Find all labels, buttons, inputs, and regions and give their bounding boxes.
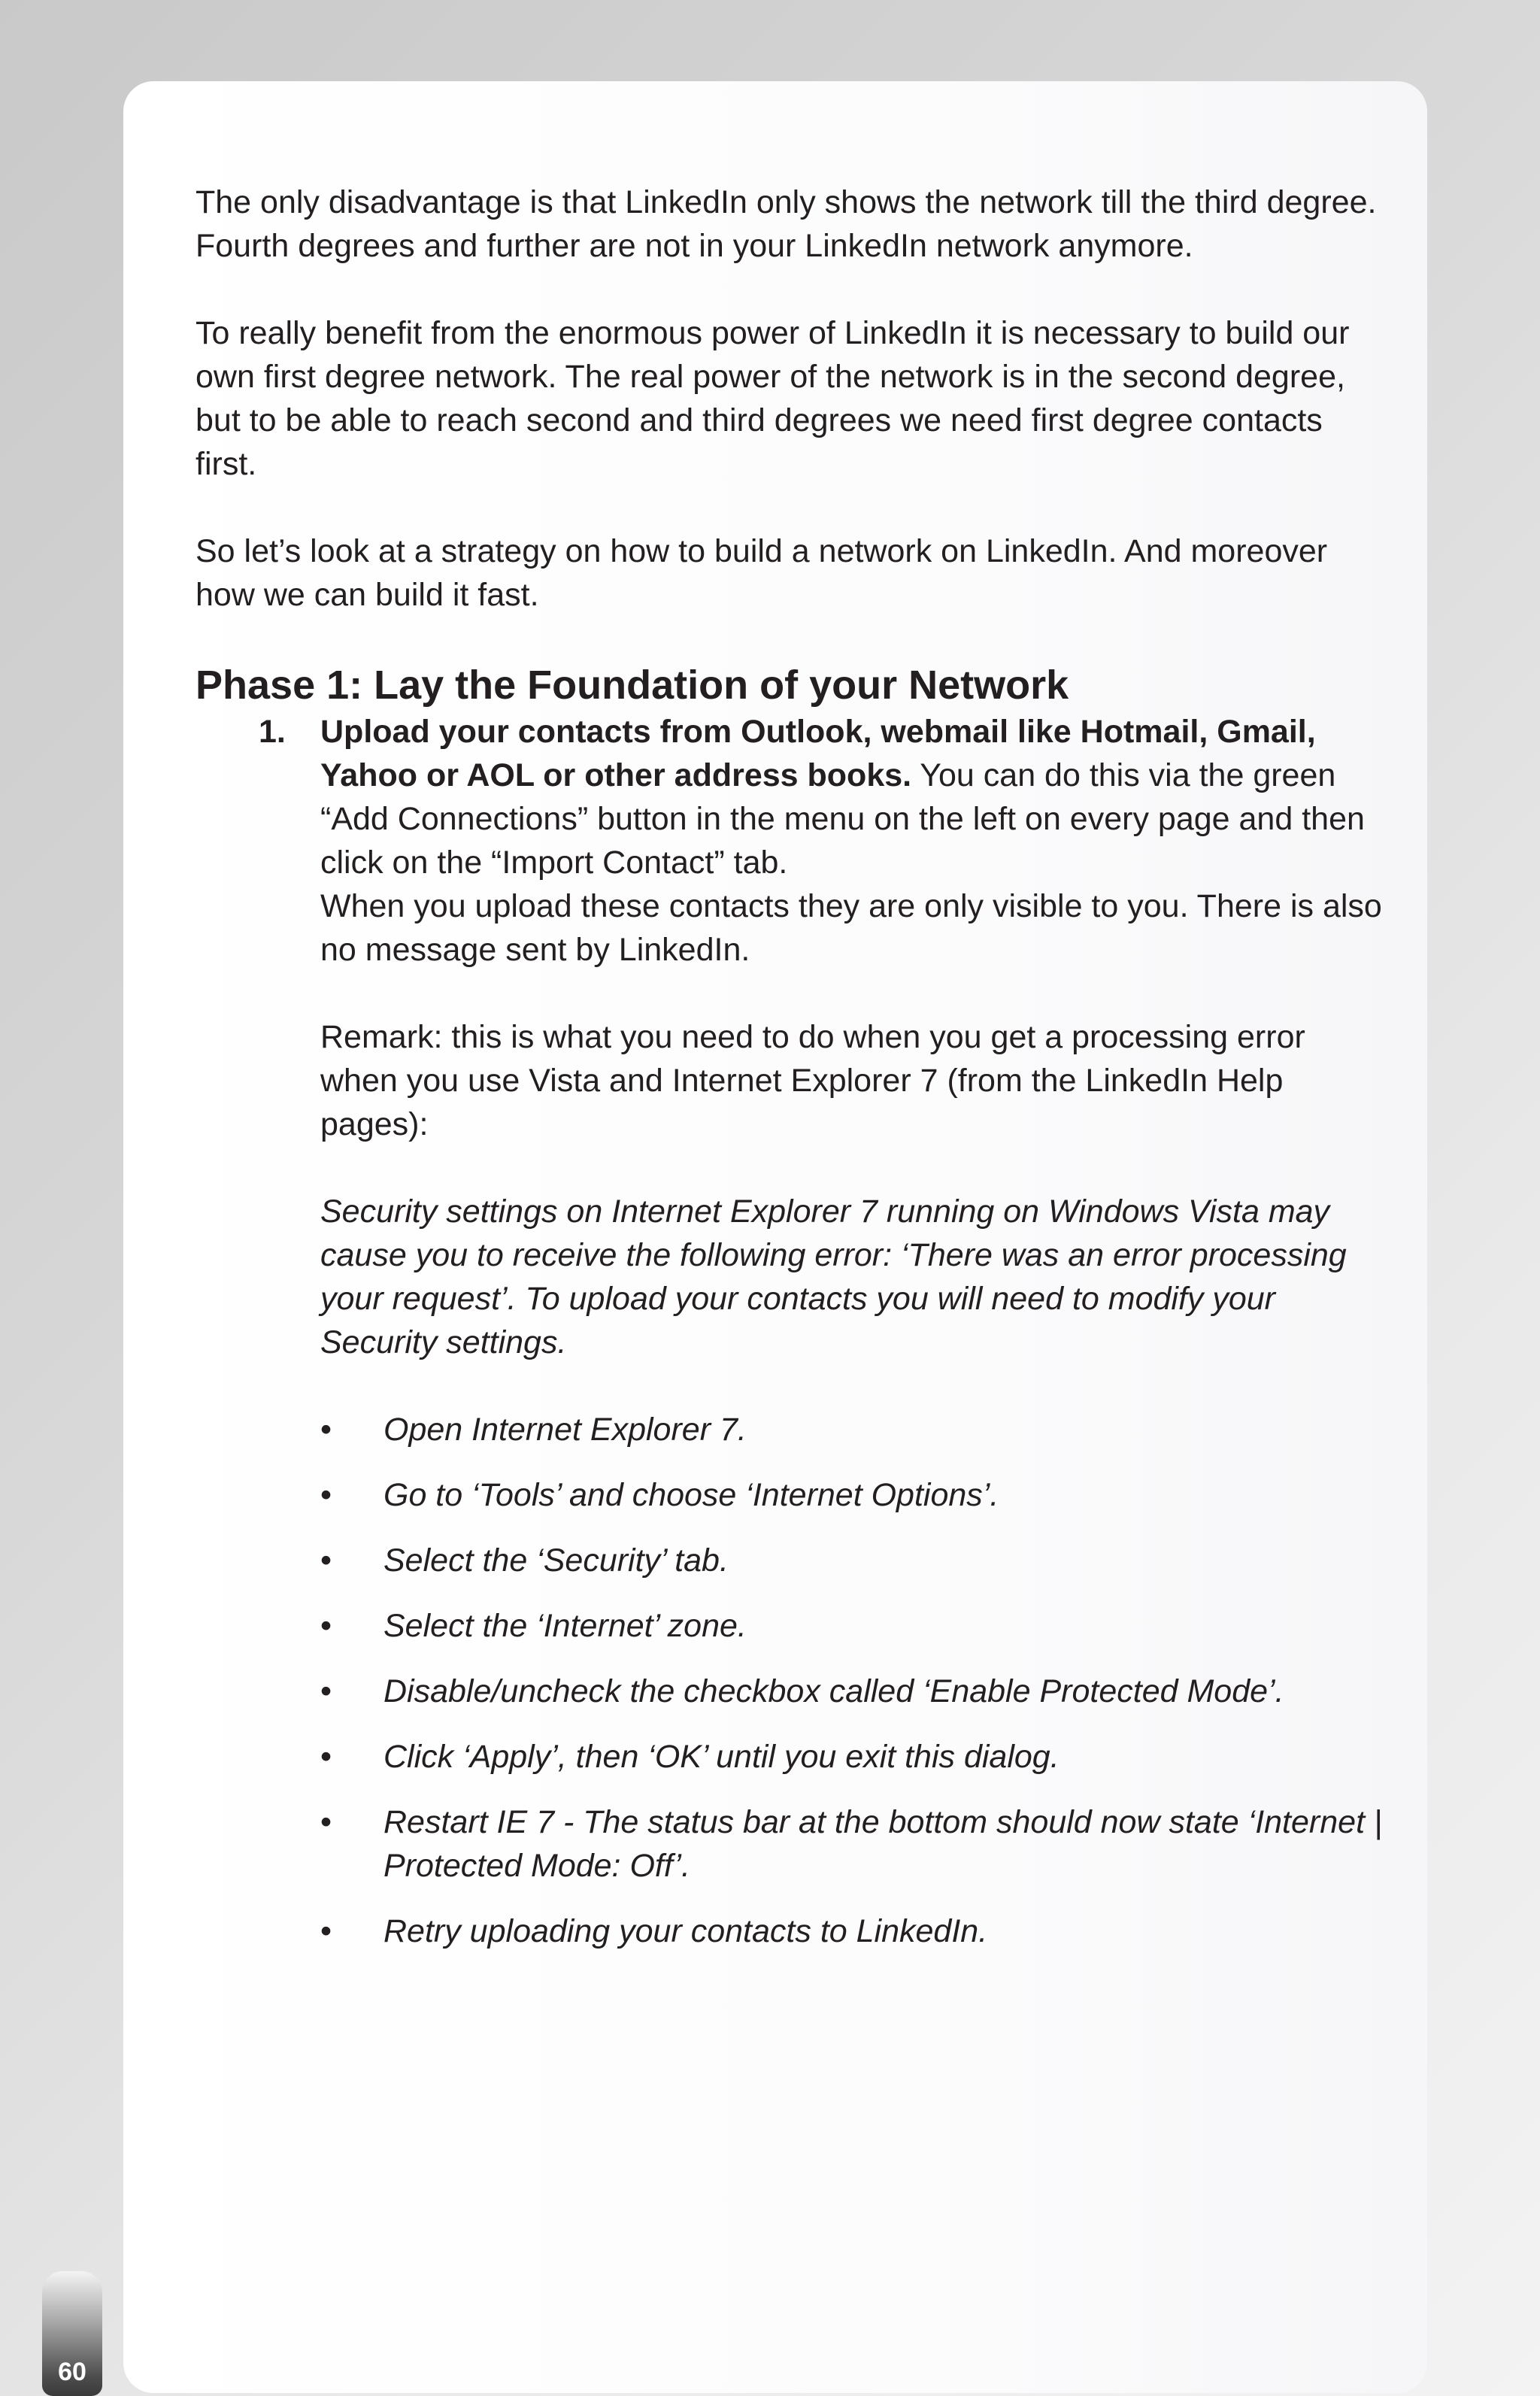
- item-bold-text: Upload your contacts from Outlook, webmail like Hotmail, Gmail, Yahoo or AOL or other address books.: [320, 714, 1316, 793]
- item-text: [320, 710, 1384, 884]
- bullet-icon: •: [320, 1412, 332, 1448]
- paragraph: So let’s look at a strategy on how to build a network on LinkedIn. And moreover how we can build it fast.: [196, 533, 1328, 613]
- list-item: • Select the ‘Internet’ zone.: [320, 1604, 1384, 1648]
- list-item: • Select the ‘Security’ tab.: [320, 1539, 1384, 1582]
- page-number-tab: [42, 2271, 102, 2396]
- bullet-icon: •: [320, 1673, 332, 1709]
- numbered-item: [196, 710, 1384, 1953]
- bullet-icon: •: [320, 1477, 332, 1513]
- list-item: • Retry uploading your contacts to LinkedIn.: [320, 1909, 1384, 1953]
- page-number: 60: [58, 2358, 86, 2386]
- list-item: • Disable/uncheck the checkbox called ‘Enable Protected Mode’.: [320, 1670, 1384, 1713]
- page-content: [196, 180, 1384, 1975]
- bullet-icon: •: [320, 1542, 332, 1579]
- item-number: 1.: [259, 714, 286, 750]
- bullet-icon: •: [320, 1804, 332, 1840]
- paragraph: The only disadvantage is that LinkedIn only shows the network till the third degree. Fourth degrees and further are not in your LinkedIn network anymore.: [196, 184, 1377, 264]
- bullet-icon: •: [320, 1608, 332, 1644]
- item-text-continued: When you upload these contacts they are only visible to you. There is also no message sent by LinkedIn.: [320, 888, 1382, 968]
- list-item: • Restart IE 7 - The status bar at the bottom should now state ‘Internet | Protected Mode: Off’.: [320, 1800, 1384, 1888]
- security-note: Security settings on Internet Explorer 7 running on Windows Vista may cause you to receive the following error: ‘There was an error processing your request’. To upload your contacts you will need to modify your Security settings.: [320, 1193, 1347, 1360]
- bullet-icon: •: [320, 1913, 332, 1949]
- instruction-list: [320, 1408, 1384, 1953]
- list-item: • Go to ‘Tools’ and choose ‘Internet Options’.: [320, 1473, 1384, 1517]
- item-plain-text: You can do this via the green “Add Connections” button in the menu on the left on every page and then click on the “Import Contact” tab.: [320, 757, 1365, 881]
- bullet-icon: •: [320, 1739, 332, 1775]
- list-item: • Click ‘Apply’, then ‘OK’ until you exit this dialog.: [320, 1735, 1384, 1779]
- paragraph: To really benefit from the enormous power of LinkedIn it is necessary to build our own first degree network. The real power of the network is in the second degree, but to be able to reach second and third degrees we need first degree contacts first.: [196, 315, 1350, 482]
- remark-text: Remark: this is what you need to do when you get a processing error when you use Vista and Internet Explorer 7 (from the LinkedIn Help pages):: [320, 1019, 1305, 1142]
- list-item: • Open Internet Explorer 7.: [320, 1408, 1384, 1451]
- section-heading: Phase 1: Lay the Foundation of your Network: [196, 663, 1069, 708]
